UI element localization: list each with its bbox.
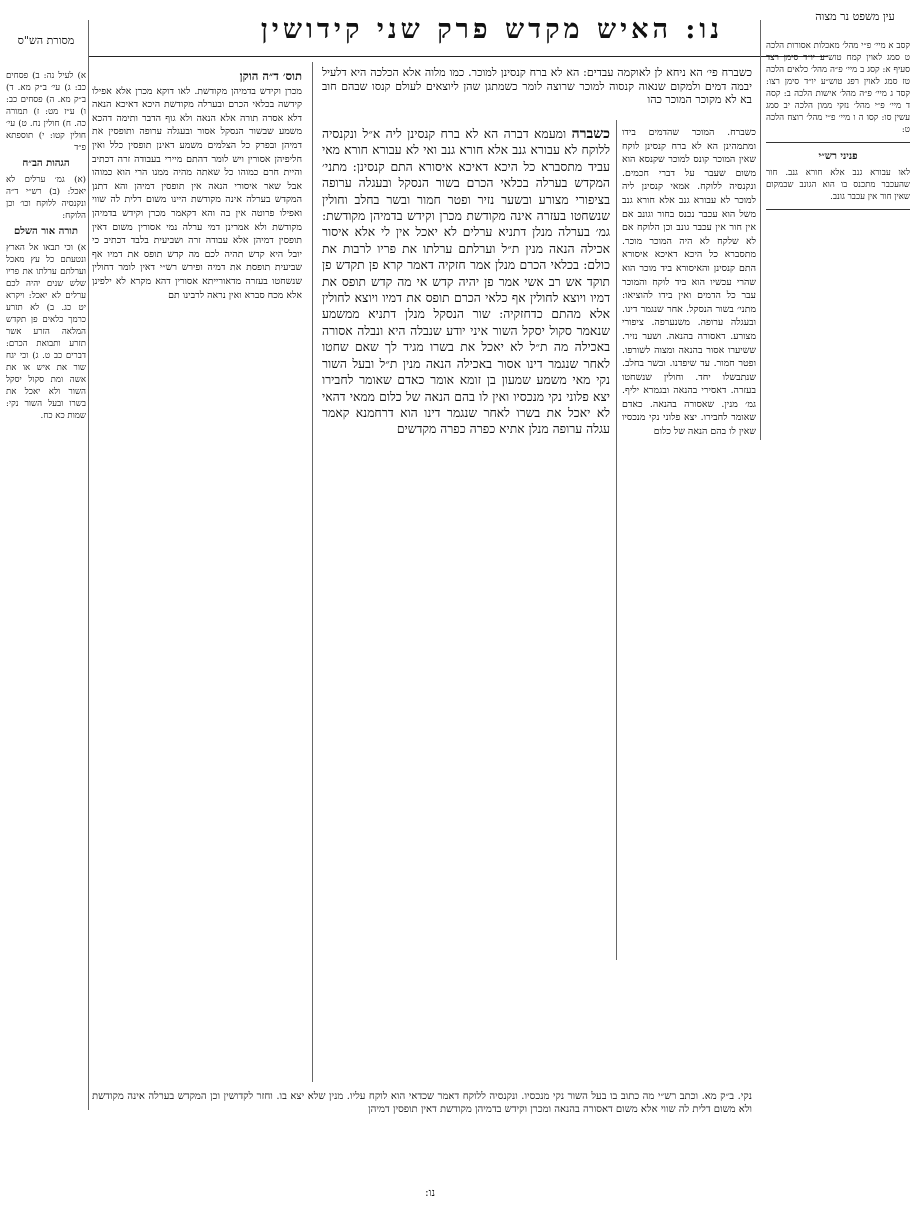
- column-divider: [312, 62, 313, 1082]
- pninei-rashi-box: [766, 142, 910, 210]
- header-divider: [88, 56, 828, 57]
- top-commentary: [322, 66, 752, 118]
- column-divider: [760, 20, 761, 440]
- footnote-block: [92, 1090, 752, 1180]
- rashi-body: כשברח. המוכר שהדמים בידו ומתמהינן הא לא ברח קנסינן לוקח שאין המוכר קונס למוכר שקנסא הוא משום שעבר על דברי חכמים. ונקנסיה ללוקח. אמאי קנסינן ליה למוכר לא עבורא גנב אלא חורא גנב משל הוא עכבר נכנס בחור וגונב אם אין חור אין עכבר גונב וכן הלוקח אם לא שלקח לא היה המוכר מוכר. מתסברא כל היכא דאיכא איסורא התם קנסינן והאיסורא ביד מוכר הוא שהרי עכשיו הוא ביד לוקח והמוכר עבר כל הדמים ואין בידו להוציאו: מתני׳ בשור הנסקל. אחר שנגמר דינו. ובעגלה ערופה. משנערפה. ציפורי מצורע. דאסורה בהנאה. ושער נזיר. ששיערו אסור בהנאה ומצוה לשורפו. ופטר חמור. עד שיפדנו. ובשר בחלב. שנתבשלו יחד. וחולין שנשחטו בעזרה. דאסירי בהנאה ובגמרא יליף. גמ׳ מנין. שאסורה בהנאה. כאדם שאומר לחבירו. יצא פלוני נקי מנכסיו שאין לו בהם הנאה של כלום: [622, 127, 756, 438]
- page-header: [92, 6, 792, 54]
- pninei-rashi-heading: פניני רש״י: [818, 151, 858, 162]
- page-number: נו:: [424, 1186, 436, 1199]
- tosafot-body: מכרן וקידש בדמיהן מקודשת. לאו דוקא מכרן אלא אפילו קידשה בכלאי הכרם ובערלה מקודשת היכא דאיכא הנאה דלא אסרה תורה אלא הנאה ולא גוף הדבר ותימה דהכא משמע שבשור הנסקל אסור ובעגלה ערופה ותופסין את דמיהן ובפרק כל הצלמים משמע דאינן תופסין כלל ואין חליפיהן אסורין ויש לומר דהתם מיירי בעבודה זרה דכתיב והיית חרם כמוהו כל שאתה מהיה ממנו הרי הוא כמוהו אבל שאר איסורי הנאה אין תופסין דמיהן והא דתנן המקדש בערלה אינה מקודשת היינו משום דלית לה שווי ואפילו פרוטה אין בה והא דקאמר מכרן וקידש בדמיהן מקודשת ולא אמרינן דמי ערלה נמי אסורין משום דאין תופסין דמיהן אלא עבודה זרה ושביעית בלבד דכתיב כי יובל היא קדש תהיה לכם מה קדש תופס את דמיו אף שביעית תופסת את דמיה ופירש רש״י דאין לומר דחולין שנשחטו בעזרה מדאורייתא אסורין דהא מקרא לא ילפינן אלא מכח סברא ואין נראה לרבינו תם: [92, 85, 302, 301]
- tosafot-heading: תוס׳ ד״ה הוקן: [239, 70, 302, 83]
- torah-or-body: א) וכי תבאו אל הארץ ונטעתם כל עץ מאכל וערלתם ערלתו את פריו שלש שנים יהיה לכם ערלים לא יאכל: ויקרא יט כג. ב) לא תזרע כרמך כלאים פן תקדש המלאה הזרע אשר תזרע ותבואת הכרם: דברים כב ט. ג) וכי יגח שור את איש או את אשה ומת סקול יסקל השור ולא יאכל את בשרו ובעל השור נקי: שמות כא כח.: [6, 243, 86, 421]
- gemara-body: ומעמא דברה הא לא ברח קנסינן ליה א״ל ונקנסיה ללוקח לא עבורא גנב אלא חורא גנב ואי לא עבורא חורא מאי עביד מתסברא כל היכא דאיכא איסורא התם קנסינן: מתני׳ המקדש בערלה בכלאי הכרם בשור הנסקל ובעגלה ערופה בציפורי מצורע ובשער נזיר ופטר חמור ובשר בחלב וחולין שנשחטו בעזרה אינה מקודשת מכרן וקידש בדמיהן מקודשת: גמ׳ בערלה מנלן דתניא ערלים לא יאכל אין לי אלא איסור אכילה הנאה מנין ת״ל וערלתם ערלתו את פריו לרבות את כולם: בכלאי הכרם מנלן אמר חזקיה דאמר קרא פן תקדש פן תוקד אש רב אשי אמר פן יהיה קדש אי מה קדש תופס את דמיו ויוצא לחולין אף כלאי הכרם תופס את דמיו ויוצא לחולין אלא מהתם כדחזקיה: שור הנסקל מנלן דתניא ממשמע שנאמר סקול יסקל השור איני יודע שנבלה היא ונבלה אסורה באכילה מה ת״ל לא יאכל את בשרו מגיד לך שאם שחטו לאחר שנגמר דינו אסור באכילה הנאה מנין ת״ל ובעל השור נקי מאי משמע שמעון בן זומא אומר כאדם שאומר לחבירו יצא פלוני נקי מנכסיו ואין לו בהם הנאה של כלום ממאי דהאי לא יאכל את בשרו לאחר שנגמר דינו הוא דרחמנא קאמר עגלה ערופה מנלן אתיא כפרה כפרה מקדשים: [322, 127, 610, 437]
- masoret-body: א) לעיל נה: ב) פסחים כב: ג) עי׳ ב״ק מא. ד) ב״ק מא. ה) פסחים כב: ו) ע״ז מט: ז) תמורה כה. ח) חולין נח. ט) עי׳ חולין קטו: י) תוספתא פ״ד: [6, 71, 86, 153]
- gemara-text: [322, 126, 610, 956]
- gemara-lead-word: כשברה: [571, 126, 610, 142]
- tosafot-column: [92, 70, 302, 1080]
- column-divider: [616, 120, 617, 960]
- footnote-body: נקי. ב״ק מא. וכתב רש״י מה כתוב בו בעל השור נקי מנכסיו. ונקנסיה ללוקח דאמר שכדאי הוא לוקח עליו. מנין שלא יצא בו. וחזר לקדושין וכן המקדש בערלה אינה מקודשת ולא משום דלית לה שווי אלא משום דאסורה בהנאה ומכרן וקידש בדמיהן מקודשת דאין תופסין דמיהן: [92, 1091, 752, 1116]
- top-commentary-text: כשברח פי׳ הא ניחא לן לאוקמה עבדים: הא לא ברח קנסינן למוכר. כמו מלוה אלא הכלכה היא דלעיל יבמה דמים ולמקום שנאוה קנסוה למוכר שרוצה לומר כשמתגן שהן ליוצאים לעולם קנסו שבהם חוב בא לא מקוכר המוכר כהו: [322, 66, 752, 106]
- masoret-column: [6, 70, 86, 1150]
- haggahot-heading: הגהות הב״ח: [22, 158, 70, 169]
- column-divider: [88, 20, 89, 1110]
- page-title: נו: האיש מקדש פרק שני קידושין: [260, 14, 724, 45]
- pninei-rashi-body: לאו עבורא גנב אלא חורא גנב. חור שהעכבר מתכנס בו הוא הגונב שבמקום שאין חור אין עכבר גונב.: [766, 168, 910, 202]
- ein-mishpat-label: עין משפט נר מצוה: [815, 10, 895, 23]
- masoret-label: מסורת הש"ס: [17, 34, 75, 47]
- ein-mishpat-body: קסב א מיי׳ פ״י מהל׳ מאכלות אסורות הלכה ט סמג לאוין קמח טוש״ע יו״ד סימן רצד סעיף א: קסג ב מיי׳ פ״ה מהל׳ כלאים הלכה טז סמג לאוין רפג טוש״ע יו״ד סימן רצו: קסד ג מיי׳ פ״ה מהל׳ אישות הלכה ב: קסה ד מיי׳ פ״י מהל׳ נזקי ממון הלכה יב סמג עשין סו: קסו ה ו מיי׳ פ״י מהל׳ רוצח הלכה ט:: [766, 41, 910, 135]
- ein-mishpat-column: [766, 40, 910, 440]
- haggahot-body: (א) גמ׳ ערלים לא יאכל: (ב) רש״י ד״ה ונקנסיה ללוקח וכו׳ וכן הלוקח:: [6, 175, 86, 221]
- rashi-column: [622, 126, 756, 1076]
- torah-or-heading: תורה אור השלם: [14, 226, 78, 237]
